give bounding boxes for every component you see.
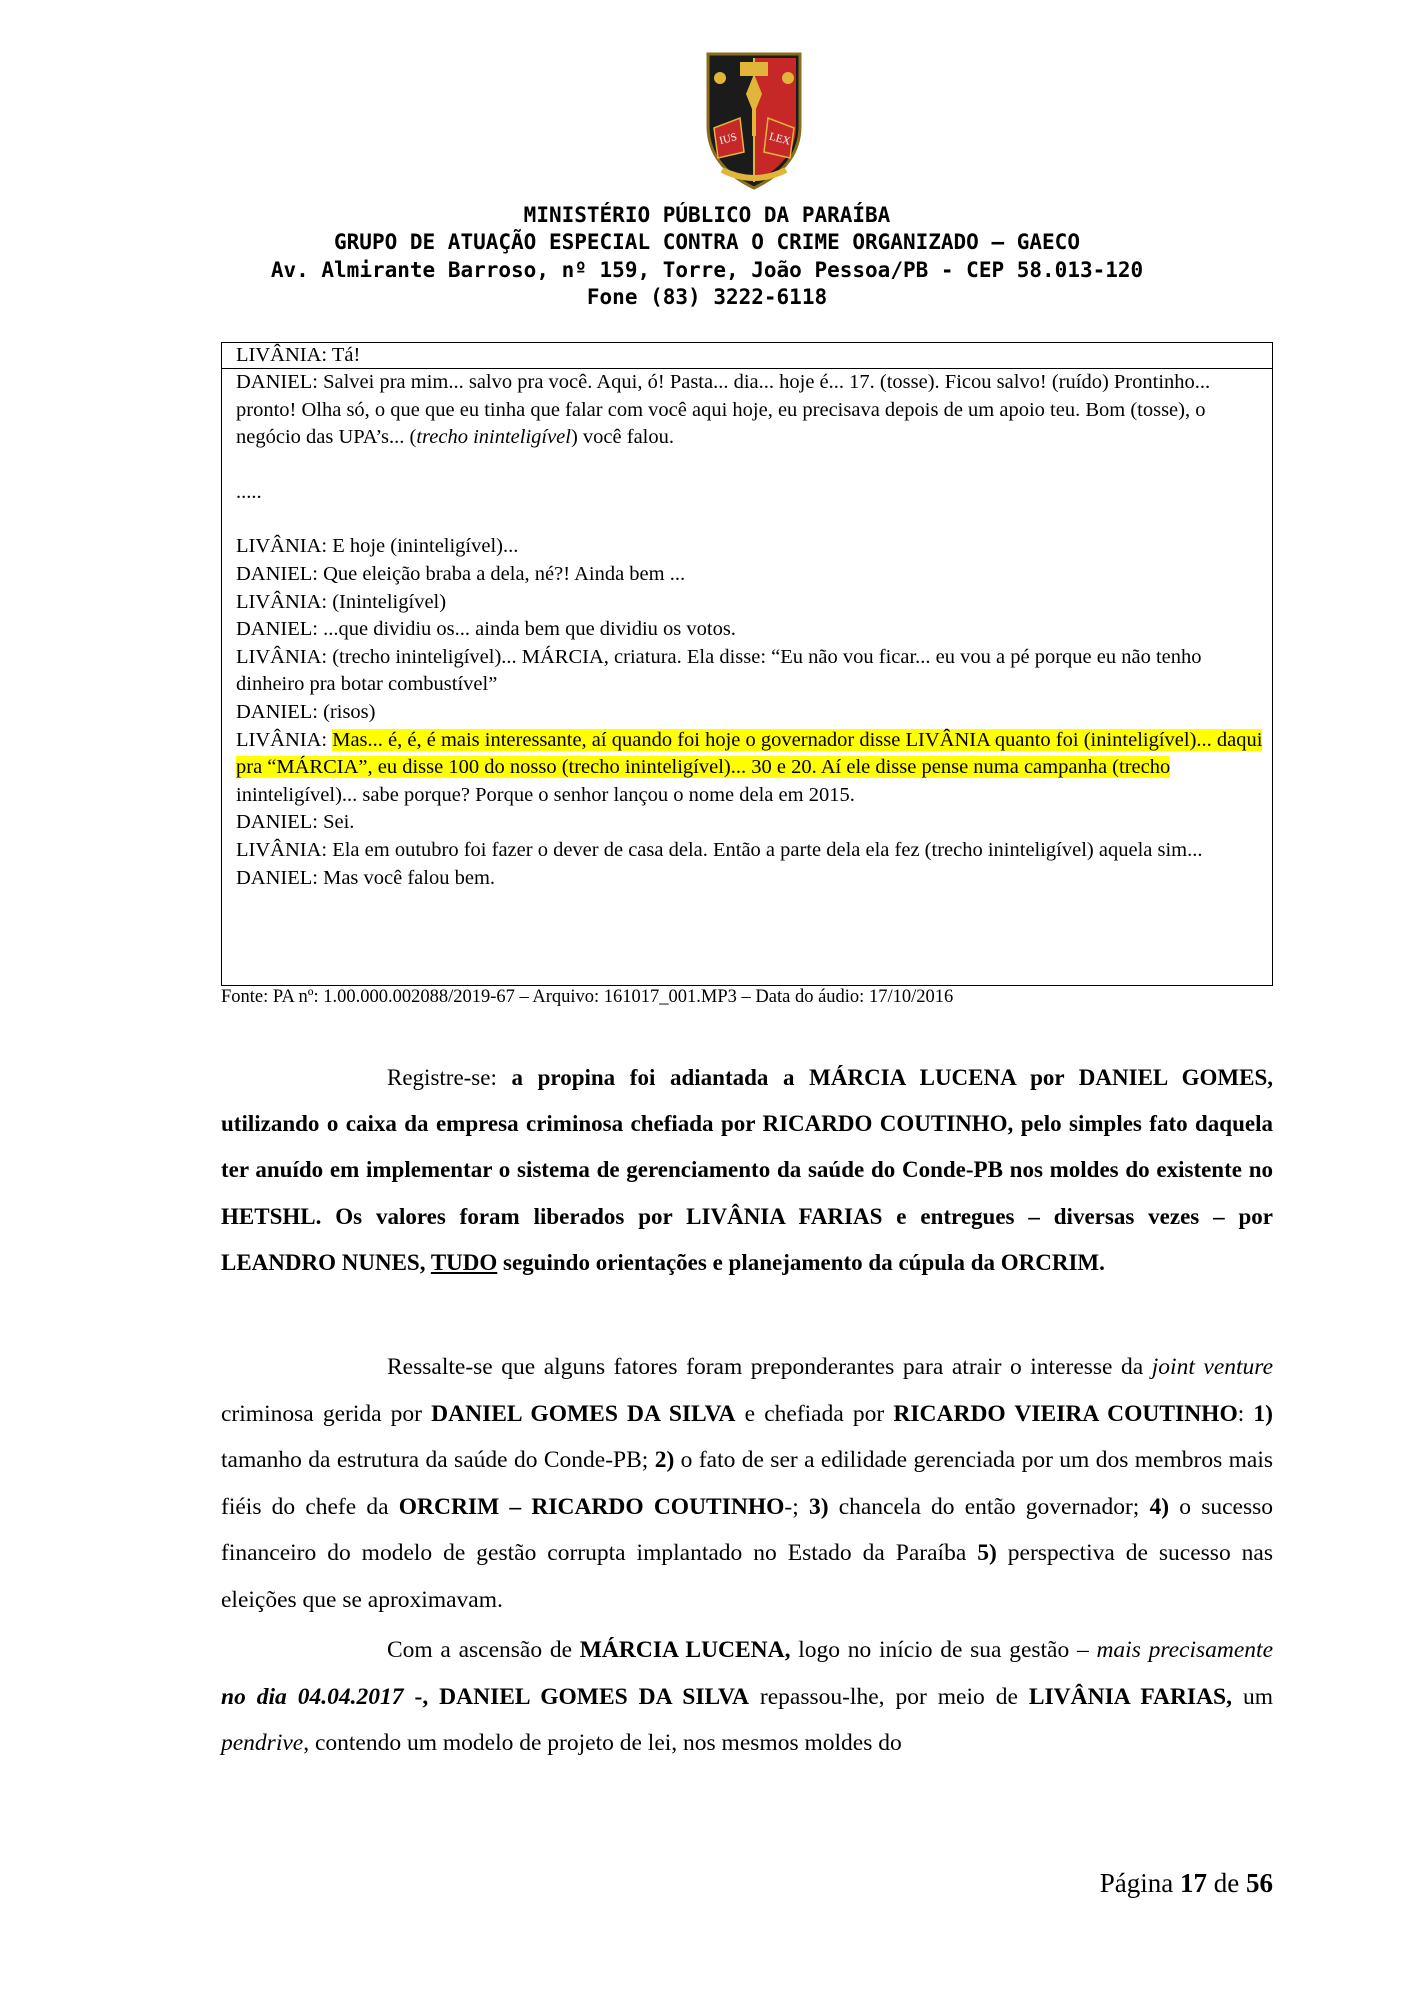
header-phone: Fone (83) 3222-6118 — [586, 285, 828, 309]
paragraph-ressalte: Ressalte-se que alguns fatores foram preponderantes para atrair o interesse da joint venture criminosa gerida por DANIEL GOMES DA SILVA e chefiada por RICARDO VIEIRA COUTINHO: 1) tamanho da estrutura da saúde do Conde-PB; 2) o fato de ser a edilidade gerenciada por um dos membros mais fiéis do chefe da ORCRIM – RICARDO COUTINHO-; 3) chancela do então governador; 4) o sucesso financeiro do modelo de gestão corrupta implantado no Estado da Paraíba 5) perspectiva de sucesso nas eleições que se aproximavam. — [221, 1354, 1274, 1613]
transcript-line: LIVÂNIA: (Ininteligível) — [236, 590, 447, 613]
ministerio-publico-seal-icon — [700, 48, 808, 194]
header-institution: MINISTÉRIO PÚBLICO DA PARAÍBA — [523, 203, 891, 227]
transcript-row-1 — [236, 342, 1266, 370]
transcript-line: DANIEL: Salvei pra mim... salvo pra você. Aqui, ó! Pasta... dia... hoje é... 17. (tosse). Ficou salvo! (ruído) Prontinho... pronto! Olha só, o que que eu tinha que falar com você aqui hoje, eu precisava depois de um apoio teu. Bom (tosse), o negócio das UPA’s... (trecho ininteligível) você falou. — [236, 371, 1211, 449]
transcript-line: LIVÂNIA: (trecho ininteligível)... MÁRCIA, criatura. Ela disse: “Eu não vou ficar... eu vou a pé porque eu não tenho dinheiro pra botar combustível” — [236, 645, 1202, 696]
seal-motto-right: LEX — [767, 130, 792, 148]
transcript-line: LIVÂNIA: Ela em outubro foi fazer o dever de casa dela. Então a parte dela ela fez (trecho ininteligível) aquela sim... — [236, 838, 1203, 861]
seal-motto-left: IUS — [718, 131, 739, 148]
paragraph-ascensao: Com a ascensão de MÁRCIA LUCENA, logo no início de sua gestão – mais precisamente no dia 04.04.2017 -, DANIEL GOMES DA SILVA repassou-lhe, por meio de LIVÂNIA FARIAS, um pendrive, contendo um modelo de projeto de lei, nos mesmos moldes do — [221, 1637, 1273, 1756]
paragraph-registre: Registre-se: a propina foi adiantada a MÁRCIA LUCENA por DANIEL GOMES, utilizando o caixa da empresa criminosa chefiada por RICARDO COUTINHO, pelo simples fato daquela ter anuído em implementar o sistema de gerenciamento da saúde do Conde-PB nos moldes do existente no HETSHL. Os valores foram liberados por LIVÂNIA FARIAS e entregues – diversas vezes – por LEANDRO NUNES, TUDO seguindo orientações e planejamento da cúpula da ORCRIM. — [221, 1065, 1273, 1275]
source-caption: Fonte: PA nº: 1.00.000.002088/2019-67 – Arquivo: 161017_001.MP3 – Data do áudio: 17/10/2016 — [221, 987, 954, 1007]
transcript-line: DANIEL: Sei. — [236, 811, 355, 834]
header-address: Av. Almirante Barroso, nº 159, Torre, João Pessoa/PB - CEP 58.013-120 — [270, 258, 1144, 282]
transcript-line: DANIEL: Que eleição braba a dela, né?! Ainda bem ... — [236, 562, 686, 585]
transcript-ellipsis: ..... — [236, 480, 262, 503]
transcript-line: LIVÂNIA: E hoje (ininteligível)... — [236, 535, 519, 558]
transcript-line-highlighted: LIVÂNIA: Mas... é, é, é mais interessante, aí quando foi hoje o governador disse LIVÂNIA quanto foi (ininteligível)... daqui pra “MÁRCIA”, eu disse 100 do nosso (trecho ininteligível)... 30 e 20. Aí ele disse pense numa campanha (trecho ininteligível)... sabe porque? Porque o senhor lançou o nome dela em 2015. — [236, 728, 1263, 806]
page-number: Página 17 de 56 — [1099, 1868, 1273, 1898]
transcript-line: LIVÂNIA: Tá! — [236, 344, 361, 366]
transcript-line: DANIEL: (risos) — [236, 700, 376, 723]
transcript-row-2 — [236, 369, 1266, 892]
highlighted-text: Mas... é, é, é mais interessante, aí quando foi hoje o governador disse LIVÂNIA quanto foi (ininteligível)... daqui pra “MÁRCIA”, eu disse 100 do nosso (trecho ininteligível)... 30 e 20. Aí ele disse pense numa campanha (trecho — [236, 728, 1263, 779]
transcript-line: DANIEL: ...que dividiu os... ainda bem que dividiu os votos. — [236, 618, 736, 641]
header-group: GRUPO DE ATUAÇÃO ESPECIAL CONTRA O CRIME ORGANIZADO – GAECO — [334, 230, 1080, 254]
transcript-line: DANIEL: Mas você falou bem. — [236, 866, 496, 889]
